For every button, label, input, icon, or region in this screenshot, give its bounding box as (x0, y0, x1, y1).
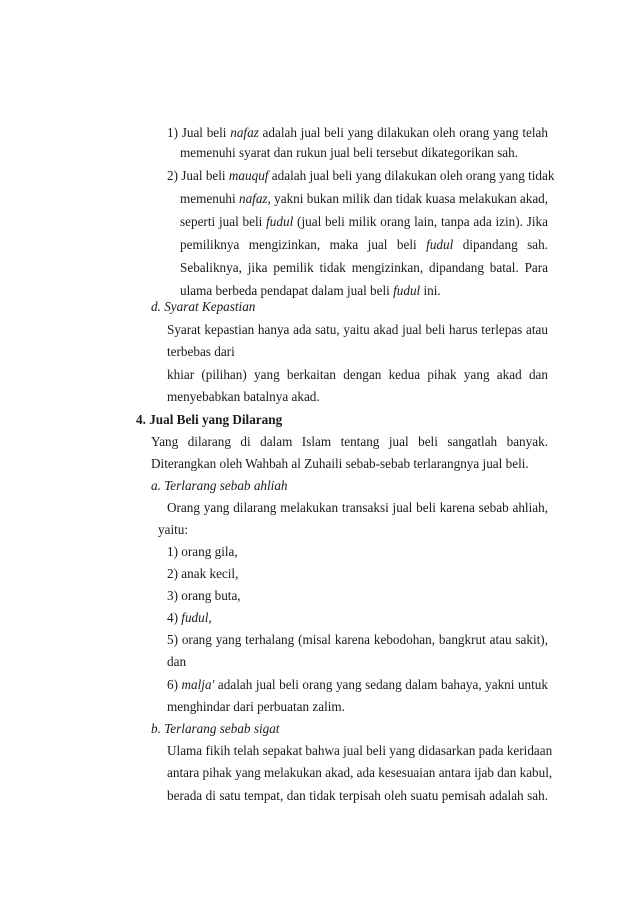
italic-term: malja' (181, 677, 215, 692)
text-segment: memenuhi syarat dan rukun jual beli tersebut dikategorikan sah. (180, 145, 519, 160)
italic-term: fudul (393, 283, 421, 298)
text-segment: Diterangkan oleh Wahbah al Zuhaili sebab-sebab terlarangnya jual beli. (151, 456, 529, 471)
text-segment: menghindar dari perbuatan zalim. (167, 699, 345, 714)
text-segment: dan (167, 654, 187, 669)
text-segment: 2) Jual beli (167, 168, 229, 183)
subheading-syarat-kepastian (151, 299, 255, 315)
text-segment: khiar (pilihan) yang berkaitan dengan kedua pihak yang akad dan (167, 367, 548, 382)
text-segment: 5) orang yang terhalang (misal karena kebodohan, bangkrut atau sakit), (167, 632, 548, 647)
text-segment: pemiliknya mengizinkan, maka jual beli (180, 237, 427, 252)
text-segment: Syarat kepastian hanya ada satu, yaitu akad jual beli harus terlepas atau (167, 322, 548, 337)
list-item (167, 610, 212, 626)
text-segment: yaitu: (158, 522, 189, 537)
paragraph-line (180, 283, 441, 299)
text-segment: dipandang sah. (453, 237, 548, 252)
list-item (167, 677, 548, 693)
text-segment: ini. (420, 283, 441, 298)
section-heading-jual-beli-dilarang (136, 412, 282, 428)
text-segment: menyebabkan batalnya akad. (167, 389, 320, 404)
italic-term: fudul, (181, 610, 212, 625)
paragraph-line (180, 145, 518, 161)
list-item (167, 544, 238, 560)
text-segment: terbebas dari (167, 344, 235, 359)
list-item (167, 588, 241, 604)
paragraph-line (180, 191, 548, 207)
paragraph-line (167, 500, 548, 516)
subheading-text: b. Terlarang sebab sigat (151, 721, 280, 736)
item-2-mauquf-line (167, 168, 555, 184)
paragraph-line (167, 765, 553, 781)
text-segment: Ulama fikih telah sepakat bahwa jual beli yang didasarkan pada keridaan (167, 743, 553, 758)
text-segment: berada di satu tempat, dan tidak terpisah oleh suatu pemisah adalah sah. (167, 788, 548, 803)
text-segment: ulama berbeda pendapat dalam jual beli (180, 283, 394, 298)
paragraph-line (167, 699, 345, 715)
heading-text: 4. Jual Beli yang Dilarang (136, 412, 283, 427)
paragraph-line (167, 322, 548, 338)
subheading-sebab-ahliah (151, 478, 288, 494)
paragraph-line (158, 522, 188, 538)
text-segment: 3) orang buta, (167, 588, 241, 603)
text-segment: 4) (167, 610, 182, 625)
paragraph-line (151, 434, 548, 450)
paragraph-line (167, 367, 548, 383)
list-item (167, 566, 238, 582)
text-segment: adalah jual beli orang yang sedang dalam bahaya, yakni untuk (214, 677, 548, 692)
text-segment: (jual beli milik orang lain, tanpa ada izin). Jika (293, 214, 548, 229)
subheading-sebab-sigat (151, 721, 279, 737)
paragraph-line (167, 788, 548, 804)
text-segment: 2) anak kecil, (167, 566, 239, 581)
text-segment: 1) Jual beli (167, 125, 231, 140)
list-item (167, 632, 548, 648)
paragraph-line (167, 389, 320, 405)
paragraph-line (180, 260, 548, 276)
italic-term: fudul (426, 237, 454, 252)
subheading-text: d. Syarat Kepastian (151, 299, 256, 314)
italic-term: fudul (266, 214, 294, 229)
italic-term: nafaz, (238, 191, 271, 206)
text-segment: yakni bukan milik dan tidak kuasa melakukan akad, (270, 191, 549, 206)
subheading-text: a. Terlarang sebab ahliah (151, 478, 288, 493)
text-segment: Orang yang dilarang melakukan transaksi jual beli karena sebab ahliah, (167, 500, 548, 515)
paragraph-line (180, 237, 548, 253)
text-segment: Sebaliknya, jika pemilik tidak mengizinkan, dipandang batal. Para (180, 260, 548, 275)
paragraph-line (180, 214, 548, 230)
italic-term: mauquf (228, 168, 269, 183)
text-segment: Yang dilarang di dalam Islam tentang jual beli sangatlah banyak. (151, 434, 548, 449)
paragraph-line (151, 456, 529, 472)
text-segment: seperti jual beli (180, 214, 267, 229)
paragraph-line (167, 743, 553, 759)
text-segment: memenuhi (180, 191, 239, 206)
text-segment: 6) (167, 677, 182, 692)
italic-term: nafaz (230, 125, 259, 140)
text-segment: antara pihak yang melakukan akad, ada kesesuaian antara ijab dan kabul, (167, 765, 553, 780)
text-segment: adalah jual beli yang dilakukan oleh orang yang telah (258, 125, 548, 140)
paragraph-line (167, 344, 235, 360)
item-1-nafaz-line (167, 125, 548, 141)
paragraph-line (167, 654, 186, 670)
text-segment: 1) orang gila, (167, 544, 238, 559)
text-segment: adalah jual beli yang dilakukan oleh orang yang tidak (268, 168, 555, 183)
